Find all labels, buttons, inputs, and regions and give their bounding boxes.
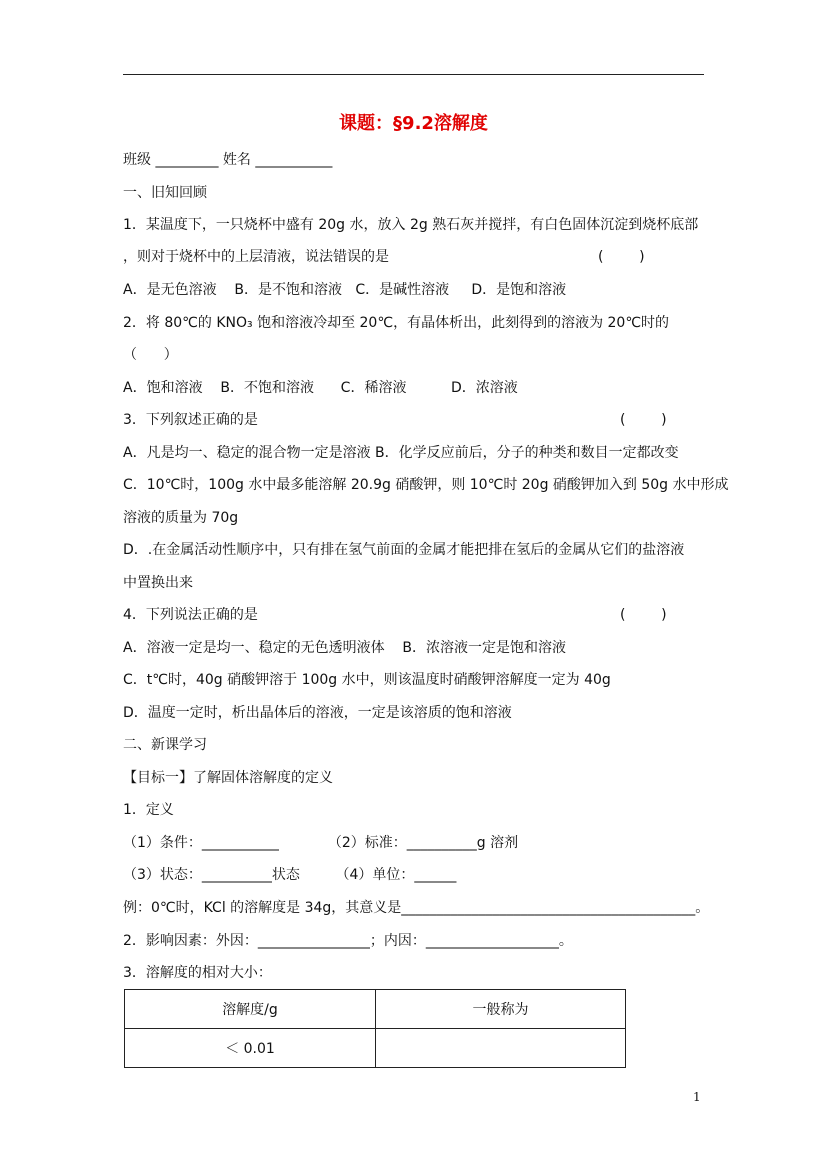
question-1-options: A．是无色溶液 B．是不饱和溶液 C．是碱性溶液 D．是饱和溶液: [123, 282, 567, 298]
definition-heading: 1．定义: [123, 802, 174, 818]
question-2-answer-blank: （ ）: [123, 347, 178, 363]
class-name-line: 班级 _________ 姓名 ___________: [123, 152, 333, 168]
page-title: 课题：§9.2溶解度: [339, 113, 488, 134]
question-2-stem: 2．将 80℃的 KNO₃ 饱和溶液冷却至 20℃，有晶体析出，此刻得到的溶液为 20℃时的: [123, 315, 670, 331]
relative-size-heading: 3．溶解度的相对大小：: [123, 965, 272, 981]
question-3-option-c: C．10℃时，100g 水中最多能溶解 20.9g 硝酸钾，则 10℃时 20g 硝酸钾加入到 50g 水中形成: [123, 477, 729, 493]
question-4-stem: 4．下列说法正确的是: [123, 607, 258, 623]
section-review-heading: 一、旧知回顾: [123, 185, 207, 201]
table-row: [125, 1029, 626, 1068]
question-4-option-c: C．t℃时，40g 硝酸钾溶于 100g 水中，则该温度时硝酸钾溶解度一定为 40g: [123, 672, 611, 688]
question-3-option-a-b: A．凡是均一、稳定的混合物一定是溶液 B．化学反应前后，分子的种类和数目一定都改变: [123, 445, 679, 461]
factors-line: 2．影响因素：外因：________________；内因：___________________。: [123, 933, 573, 949]
table-cell: [376, 1029, 626, 1068]
example-line: 例：0℃时，KCl 的溶解度是 34g，其意义是__________________________________________。: [123, 900, 710, 916]
table-header-cell: 一般称为: [376, 990, 626, 1029]
page-number: 1: [693, 1090, 701, 1104]
question-3-stem: 3．下列叙述正确的是: [123, 412, 258, 428]
question-1-answer-blank: ( ): [598, 249, 645, 265]
definition-row-2: （3）状态：__________状态 （4）单位：______: [123, 867, 457, 883]
question-4-option-a-b: A．溶液一定是均一、稳定的无色透明液体 B．浓溶液一定是饱和溶液: [123, 640, 566, 656]
question-3-option-d-cont: 中置换出来: [123, 575, 193, 591]
question-2-options: A．饱和溶液 B．不饱和溶液 C．稀溶液 D．浓溶液: [123, 380, 518, 396]
table-cell: ＜ 0.01: [125, 1029, 376, 1068]
question-1-stem: 1．某温度下，一只烧杯中盛有 20g 水，放入 2g 熟石灰并搅拌，有白色固体沉淀到烧杯底部: [123, 217, 699, 233]
question-1-stem-cont: ，则对于烧杯中的上层清液，说法错误的是: [123, 249, 389, 265]
section-new-lesson-heading: 二、新课学习: [123, 737, 207, 753]
goal-1-heading: 【目标一】了解固体溶解度的定义: [123, 770, 333, 786]
question-4-answer-blank: ( ): [620, 607, 667, 623]
question-3-option-c-cont: 溶液的质量为 70g: [123, 510, 239, 526]
table-header-row: [125, 990, 626, 1029]
solubility-table: [124, 989, 626, 1068]
table-header-cell: 溶解度/g: [125, 990, 376, 1029]
header-rule: [123, 74, 704, 75]
question-3-answer-blank: ( ): [620, 412, 667, 428]
question-3-option-d: D．.在金属活动性顺序中，只有排在氢气前面的金属才能把排在氢后的金属从它们的盐溶液: [123, 542, 685, 558]
definition-row-1: （1）条件：___________ （2）标准：__________g 溶剂: [123, 835, 519, 851]
question-4-option-d: D．温度一定时，析出晶体后的溶液，一定是该溶质的饱和溶液: [123, 705, 512, 721]
